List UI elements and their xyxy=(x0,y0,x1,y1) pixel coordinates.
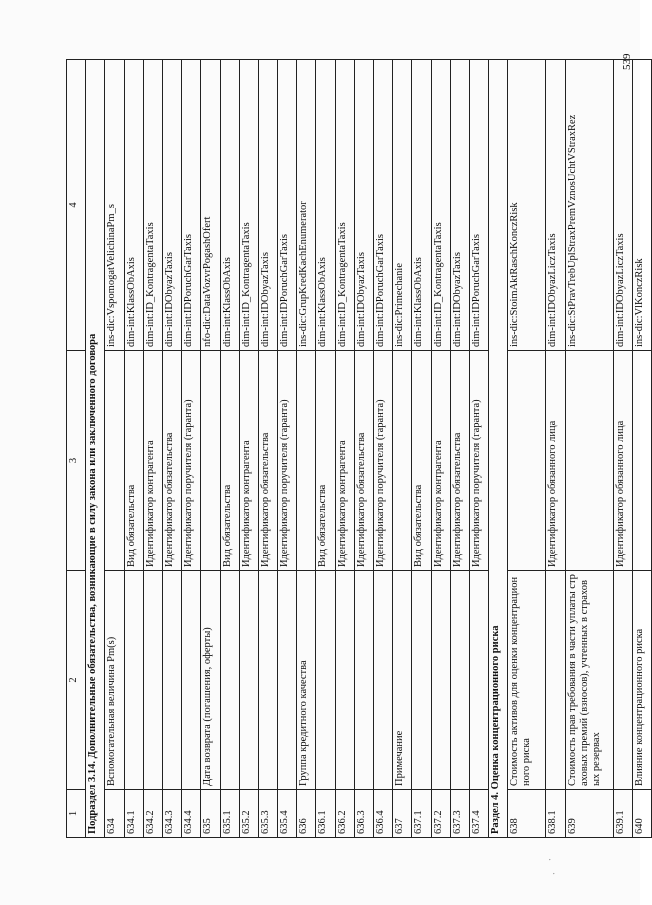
table-row xyxy=(220,60,239,838)
table-cell: Вид обязательства xyxy=(124,351,143,571)
table-cell: dim-int:IDPoruchGarTaxis xyxy=(374,60,393,351)
table-cell: dim-int:IDPoruchGarTaxis xyxy=(278,60,297,351)
table-cell xyxy=(613,571,632,790)
table-cell: dim-int:KlassObAxis xyxy=(412,60,431,351)
table-cell: 636.2 xyxy=(335,790,354,838)
data-table xyxy=(66,59,652,838)
table-cell xyxy=(258,571,277,790)
table-cell xyxy=(565,351,613,571)
section-row xyxy=(489,60,508,838)
table-row xyxy=(335,60,354,838)
section-title: Раздел 4. Оценка концентрационного риска xyxy=(489,60,508,838)
table-cell: 637.1 xyxy=(412,790,431,838)
table-row xyxy=(258,60,277,838)
table-header-row xyxy=(67,60,86,838)
header-cell: 4 xyxy=(67,60,86,351)
table-cell: ins-dic:StPravTrebUplStraxPremVznosUchtVStraxRez xyxy=(565,60,613,351)
table-row xyxy=(182,60,201,838)
section-row xyxy=(86,60,105,838)
table-cell: 634 xyxy=(105,790,124,838)
table-row xyxy=(239,60,258,838)
table-cell xyxy=(469,571,488,790)
table-row xyxy=(297,60,316,838)
table-cell: 634.4 xyxy=(182,790,201,838)
table-cell: Примечание xyxy=(393,571,412,790)
table-cell: Вид обязательства xyxy=(412,351,431,571)
table-cell xyxy=(632,351,651,571)
table-row xyxy=(143,60,162,838)
table-cell: ins-dic:StoimAktRaschKonczRisk xyxy=(508,60,546,351)
table-cell: Идентификатор обязательства xyxy=(258,351,277,571)
table-cell xyxy=(412,571,431,790)
table-cell xyxy=(297,351,316,571)
table-cell: dim-int:IDObyazTaxis xyxy=(162,60,181,351)
table-cell: 634.1 xyxy=(124,790,143,838)
table-cell: Идентификатор контрагента xyxy=(335,351,354,571)
table-cell: 639 xyxy=(565,790,613,838)
table-cell: Идентификатор контрагента xyxy=(239,351,258,571)
table-cell xyxy=(278,571,297,790)
table-cell xyxy=(105,351,124,571)
table-cell: dim-int:IDObyazTaxis xyxy=(450,60,469,351)
table-cell: 637.4 xyxy=(469,790,488,838)
scan-mark: ⠂ xyxy=(548,856,554,865)
table-cell: Идентификатор поручителя (гаранта) xyxy=(469,351,488,571)
table-cell: ins-dic:VspomogatVelichinaPm_s xyxy=(105,60,124,351)
table-cell xyxy=(393,351,412,571)
table-cell: Идентификатор обязанного лица xyxy=(546,351,565,571)
table-cell: Вспомогательная величина Pm(s) xyxy=(105,571,124,790)
table-cell xyxy=(201,351,220,571)
section-title: Подраздел 3.14. Дополнительные обязательства, возникающие в силу закона или заключенного договора xyxy=(86,60,105,838)
table-cell: dim-int:IDObyazTaxis xyxy=(258,60,277,351)
table-row xyxy=(508,60,546,838)
table-cell xyxy=(546,571,565,790)
table-row xyxy=(469,60,488,838)
table-row xyxy=(201,60,220,838)
page-number: 539 xyxy=(621,53,633,70)
table-cell xyxy=(508,351,546,571)
table-row xyxy=(431,60,450,838)
table-cell xyxy=(316,571,335,790)
table-cell xyxy=(143,571,162,790)
table-cell: 636.4 xyxy=(374,790,393,838)
table-cell: Стоимость активов для оценки концентрационного риска xyxy=(508,571,546,790)
header-cell: 2 xyxy=(67,571,86,790)
table-cell: Вид обязательства xyxy=(220,351,239,571)
table-cell: dim-int:ID_KontragentaTaxis xyxy=(431,60,450,351)
table-cell: ins-dic:Primechanie xyxy=(393,60,412,351)
table-cell: 635 xyxy=(201,790,220,838)
table-cell: 634.3 xyxy=(162,790,181,838)
table-cell: 636 xyxy=(297,790,316,838)
table-cell: Влияние концентрационного риска xyxy=(632,571,651,790)
table-cell xyxy=(220,571,239,790)
header-cell: 1 xyxy=(67,790,86,838)
table-cell: dim-int:KlassObAxis xyxy=(316,60,335,351)
table-row xyxy=(278,60,297,838)
table-cell: 639.1 xyxy=(613,790,632,838)
table-row xyxy=(450,60,469,838)
table-cell: ins-dic:VlKonczRisk xyxy=(632,60,651,351)
table-cell: 635.4 xyxy=(278,790,297,838)
table-cell: Идентификатор поручителя (гаранта) xyxy=(374,351,393,571)
table-cell: 635.2 xyxy=(239,790,258,838)
table-cell: 636.3 xyxy=(354,790,373,838)
table-cell: dim-int:IDPoruchGarTaxis xyxy=(182,60,201,351)
table-cell: Дата возврата (погашения, оферты) xyxy=(201,571,220,790)
table-cell: Идентификатор обязательства xyxy=(354,351,373,571)
table-cell xyxy=(450,571,469,790)
table-cell: Идентификатор обязательства xyxy=(162,351,181,571)
table-cell: 637.3 xyxy=(450,790,469,838)
table-cell xyxy=(182,571,201,790)
table-cell: Идентификатор контрагента xyxy=(431,351,450,571)
table-cell: Идентификатор обязательства xyxy=(450,351,469,571)
table-cell: 637 xyxy=(393,790,412,838)
table-row xyxy=(374,60,393,838)
table-cell: Группа кредитного качества xyxy=(297,571,316,790)
table-cell: 638.1 xyxy=(546,790,565,838)
table-cell: Вид обязательства xyxy=(316,351,335,571)
table-cell: dim-int:IDPoruchGarTaxis xyxy=(469,60,488,351)
table-cell: nfo-dic:DataVozvrPogashOfert xyxy=(201,60,220,351)
table-cell: Идентификатор контрагента xyxy=(143,351,162,571)
table-cell xyxy=(239,571,258,790)
table-cell xyxy=(374,571,393,790)
table-cell: ins-dic:GrupKredKachEnumerator xyxy=(297,60,316,351)
table-cell: 635.1 xyxy=(220,790,239,838)
table-cell: dim-int:IDObyazLiczTaxis xyxy=(546,60,565,351)
table-cell: 634.2 xyxy=(143,790,162,838)
table-row xyxy=(546,60,565,838)
table-cell: 636.1 xyxy=(316,790,335,838)
table-cell xyxy=(354,571,373,790)
table-cell: dim-int:ID_KontragentaTaxis xyxy=(335,60,354,351)
table-cell: dim-int:KlassObAxis xyxy=(220,60,239,351)
table-cell xyxy=(431,571,450,790)
table-cell: Идентификатор поручителя (гаранта) xyxy=(182,351,201,571)
table-row xyxy=(162,60,181,838)
table-cell: Стоимость прав требования в части уплаты страховых премий (взносов), учтенных в страховых резервах xyxy=(565,571,613,790)
table-cell: 637.2 xyxy=(431,790,450,838)
table-cell: dim-int:KlassObAxis xyxy=(124,60,143,351)
table-row xyxy=(105,60,124,838)
scan-mark: ⠂ xyxy=(552,870,558,879)
table-row xyxy=(316,60,335,838)
table-cell: 640 xyxy=(632,790,651,838)
table-row xyxy=(393,60,412,838)
table-cell: Идентификатор поручителя (гаранта) xyxy=(278,351,297,571)
table-row xyxy=(613,60,632,838)
table-cell: 638 xyxy=(508,790,546,838)
table-row xyxy=(565,60,613,838)
table-cell: Идентификатор обязанного лица xyxy=(613,351,632,571)
table-cell: dim-int:ID_KontragentaTaxis xyxy=(143,60,162,351)
table-row xyxy=(124,60,143,838)
table-cell xyxy=(162,571,181,790)
table-cell: dim-int:IDObyazLiczTaxis xyxy=(613,60,632,351)
table-row xyxy=(632,60,651,838)
table-cell: 635.3 xyxy=(258,790,277,838)
table-row xyxy=(412,60,431,838)
table-cell xyxy=(124,571,143,790)
table-cell: dim-int:ID_KontragentaTaxis xyxy=(239,60,258,351)
table-cell: dim-int:IDObyazTaxis xyxy=(354,60,373,351)
table-cell xyxy=(335,571,354,790)
table-row xyxy=(354,60,373,838)
header-cell: 3 xyxy=(67,351,86,571)
